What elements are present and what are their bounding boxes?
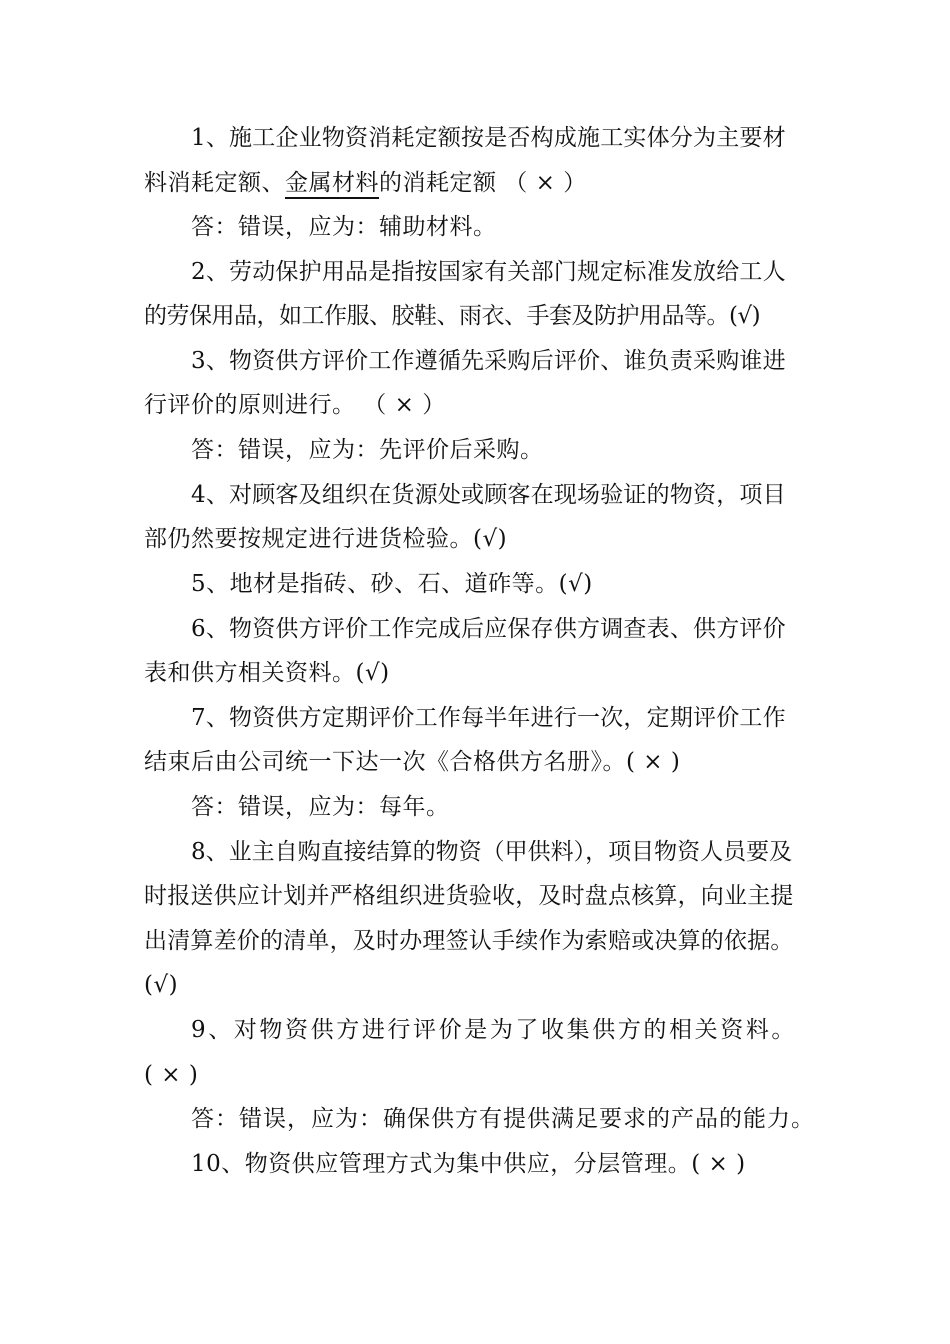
item-8-line-1: 8、业主自购直接结算的物资（甲供料），项目物资人员要及	[191, 839, 793, 865]
item-1-line-2-text: 料消耗定额、	[144, 170, 285, 196]
item-4-line-1: 4、对顾客及组织在货源处或顾客在现场验证的物资，项目	[191, 482, 786, 508]
item-4-line-2: 部仍然要按规定进行进货检验。(√)	[144, 526, 508, 552]
item-6-line-1: 6、物资供方评价工作完成后应保存供方调查表、供方评价	[191, 616, 786, 642]
item-8-line-4: (√)	[144, 972, 179, 998]
item-2-line-2: 的劳保用品，如工作服、胶鞋、雨衣、手套及防护用品等。(√)	[144, 303, 761, 329]
item-1-line-2-tail: 的消耗定额 （ × ）	[379, 170, 587, 196]
item-6-line-2: 表和供方相关资料。(√)	[144, 660, 390, 686]
item-7-answer: 答：错误，应为：每年。	[191, 794, 450, 820]
item-10-line-1: 10、物资供应管理方式为集中供应，分层管理。( × )	[191, 1151, 746, 1177]
underlined-term: 金属材料	[285, 170, 379, 199]
item-8-line-2: 时报送供应计划并严格组织进货验收，及时盘点核算，向业主提	[144, 883, 794, 909]
item-5-line-1: 5、地材是指砖、砂、石、道砟等。(√)	[191, 571, 593, 597]
item-7-line-1: 7、物资供方定期评价工作每半年进行一次，定期评价工作	[191, 705, 786, 731]
item-1-answer: 答：错误，应为：辅助材料。	[191, 214, 497, 240]
item-8-line-3: 出清算差价的清单，及时办理签认手续作为索赔或决算的依据。	[144, 928, 794, 954]
item-2-line-1: 2、劳动保护用品是指按国家有关部门规定标准发放给工人	[191, 259, 786, 285]
item-3-line-2: 行评价的原则进行。 （ × ）	[144, 392, 446, 418]
item-1-line-2	[144, 168, 587, 198]
item-9-answer: 答：错误，应为：确保供方有提供满足要求的产品的能力。	[191, 1106, 815, 1132]
item-9-line-1: 9、对物资供方进行评价是为了收集供方的相关资料。	[191, 1017, 798, 1043]
item-1-line-1: 1、施工企业物资消耗定额按是否构成施工实体分为主要材	[191, 125, 786, 151]
item-9-line-2: ( × )	[144, 1062, 199, 1088]
item-3-line-1: 3、物资供方评价工作遵循先采购后评价、谁负责采购谁进	[191, 348, 786, 374]
item-7-line-2: 结束后由公司统一下达一次《合格供方名册》。( × )	[144, 749, 681, 775]
item-3-answer: 答：错误，应为：先评价后采购。	[191, 437, 544, 463]
